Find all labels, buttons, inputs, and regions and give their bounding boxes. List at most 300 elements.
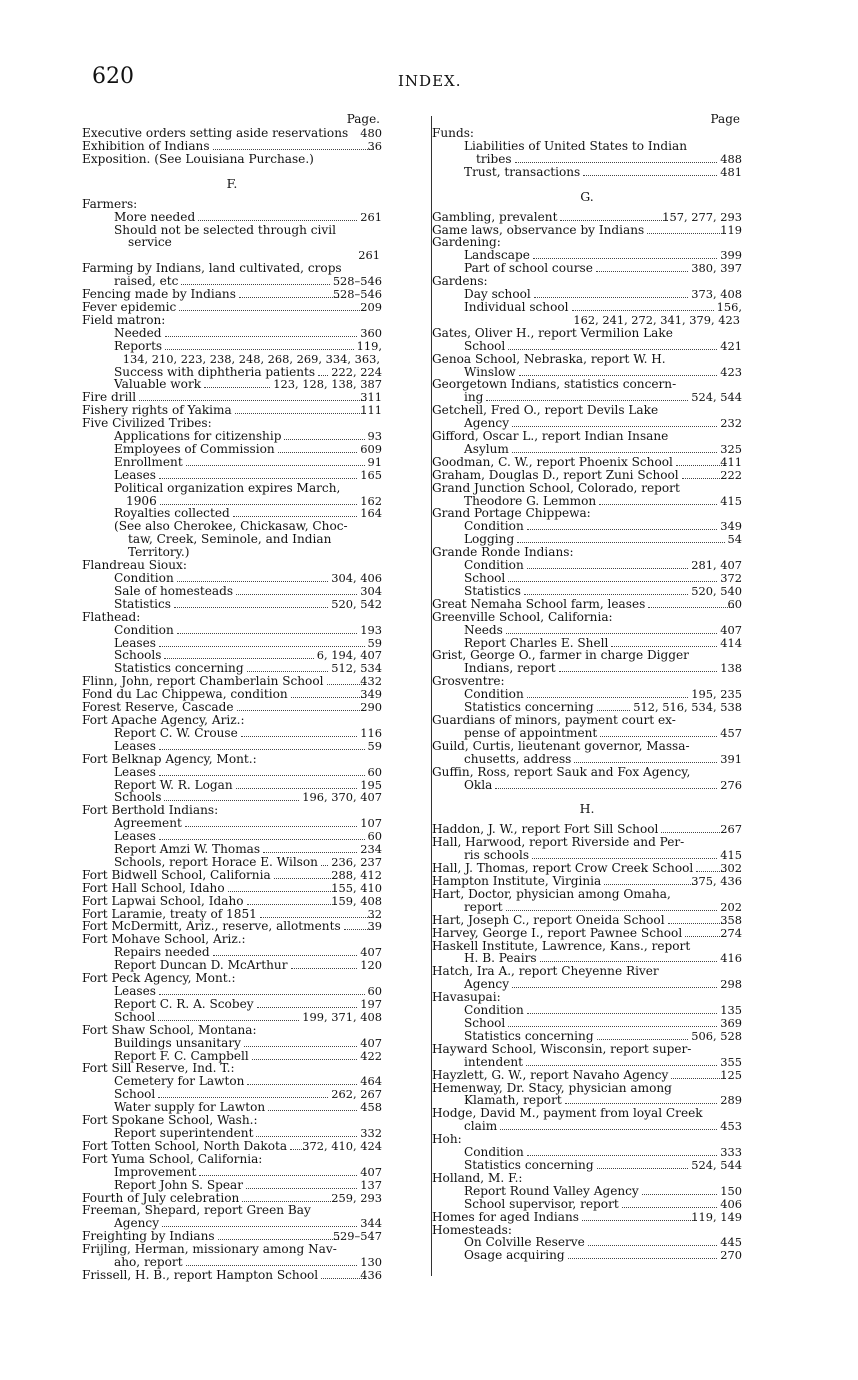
index-entry-text: Getchell, Fred O., report Devils Lake <box>432 403 659 418</box>
dot-leader <box>159 774 365 776</box>
index-entry <box>432 430 742 443</box>
dot-leader <box>248 723 379 724</box>
index-entry-page: 445 <box>720 1235 742 1250</box>
dot-leader <box>495 787 717 789</box>
index-entry-page: 360 <box>360 325 382 340</box>
dot-leader <box>597 709 631 711</box>
index-entry-text: Five Civilized Tribes: <box>82 416 212 431</box>
index-entry <box>82 211 382 224</box>
index-entry-text: Individual school <box>464 299 569 314</box>
index-entry-text: Should not be selected through civil <box>114 222 336 237</box>
dot-leader <box>160 503 357 505</box>
dot-leader <box>252 1058 357 1060</box>
index-entry-page: 54 <box>727 532 742 547</box>
dot-leader <box>676 336 739 337</box>
index-entry <box>432 1172 742 1185</box>
index-entry-page: 358 <box>720 912 742 927</box>
dot-leader <box>661 413 739 414</box>
dot-leader <box>527 567 689 569</box>
dot-leader <box>174 606 328 608</box>
dot-leader <box>534 296 688 298</box>
index-entry <box>82 469 382 482</box>
index-entry-text: School <box>464 338 506 353</box>
index-entry <box>82 572 382 585</box>
dot-leader <box>616 620 739 621</box>
dot-leader <box>159 838 365 840</box>
dot-leader <box>491 284 739 285</box>
index-entry-text: School <box>114 1009 156 1024</box>
index-entry-text: Winslow <box>464 364 516 379</box>
dot-leader <box>164 799 299 801</box>
index-entry <box>432 140 742 153</box>
dot-leader <box>515 1233 739 1234</box>
index-entry-text: School <box>464 1016 506 1030</box>
index-entry-page: 344 <box>360 1216 382 1231</box>
dot-leader <box>692 658 739 659</box>
index-entry-continuation: taw, Creek, Seminole, and Indian <box>128 532 332 547</box>
index-entry-text: Flandreau Sioux: <box>82 558 187 573</box>
index-entry-page: 520, 542 <box>331 596 382 611</box>
index-entry-text: Hemenway, Dr. Stacy, physician among <box>432 1080 672 1095</box>
dot-leader <box>278 451 358 453</box>
dot-leader <box>318 374 328 376</box>
index-entry <box>82 895 382 908</box>
index-entry-page: 528–546 <box>332 287 382 302</box>
index-entry-page: 373, 408 <box>691 287 742 302</box>
index-entry-page: 123, 128, 138, 387 <box>273 377 382 392</box>
index-entry-text: Enrollment <box>114 454 183 469</box>
index-entry-text: Fort Bidwell School, California <box>82 867 271 882</box>
index-entry-page: 60 <box>727 596 742 611</box>
index-entry <box>432 598 742 611</box>
index-entry-text: Water supply for Lawton <box>114 1100 266 1115</box>
index-entry-text: Fort Mohave School, Ariz.: <box>82 932 246 947</box>
dot-leader <box>190 568 379 569</box>
index-entry <box>432 327 742 340</box>
index-entry-page: 480 <box>360 126 382 140</box>
index-entry-text: Genoa School, Nebraska, report W. H. <box>432 351 666 366</box>
index-entry-text: Landscape <box>464 248 530 263</box>
index-entry-text: Fond du Lac Chippewa, condition <box>82 687 288 702</box>
index-entry-page: 458 <box>360 1100 382 1115</box>
index-entry-text: Hodge, David M., payment from loyal Creek <box>432 1106 703 1121</box>
index-entry-page: 416 <box>720 951 742 966</box>
index-entry <box>82 198 382 211</box>
dot-leader <box>314 1213 379 1214</box>
dot-leader <box>597 1167 689 1169</box>
index-entry-text: Schools <box>114 790 162 805</box>
index-entry-text: More needed <box>114 209 196 224</box>
index-entry-page: 349 <box>360 687 382 702</box>
dot-leader <box>263 851 357 853</box>
dot-leader <box>215 426 379 427</box>
index-entry <box>82 153 382 166</box>
index-entry-page: 107 <box>360 816 382 831</box>
dot-leader <box>642 1193 717 1195</box>
dot-leader <box>228 890 338 892</box>
index-entry-text: Holland, M. F.: <box>432 1170 523 1185</box>
index-entry-page: 411 <box>720 454 742 469</box>
index-entry-page: 199, 371, 408 <box>302 1009 382 1024</box>
index-entry <box>432 1249 742 1262</box>
index-entry-page: 59 <box>367 738 382 753</box>
index-entry <box>82 624 382 637</box>
index-entry <box>82 1037 382 1050</box>
index-entry-page: 164 <box>360 506 382 521</box>
dot-leader <box>526 1181 740 1182</box>
index-entry <box>432 727 742 740</box>
dot-leader <box>181 283 329 285</box>
dot-leader <box>647 232 726 234</box>
dot-leader <box>596 270 688 272</box>
index-entry <box>82 714 382 727</box>
index-entry-page: 195 <box>360 777 382 792</box>
index-entry <box>432 211 742 224</box>
index-entry-page: 302 <box>720 861 742 876</box>
index-entry-page: 609 <box>360 441 382 456</box>
dot-leader <box>213 148 374 150</box>
index-column-right <box>432 112 742 1262</box>
index-entry <box>432 611 742 624</box>
index-entry-text: Schools <box>114 648 162 663</box>
index-entry-page: 156, <box>716 299 742 314</box>
dot-leader <box>486 399 688 401</box>
index-entry-page: 333 <box>720 1145 742 1160</box>
index-entry-text: Homes for aged Indians <box>432 1209 579 1224</box>
index-entry-page: 422 <box>360 1048 382 1063</box>
index-entry-text: School <box>114 1087 156 1102</box>
dot-leader <box>676 464 726 466</box>
dot-leader <box>690 149 739 150</box>
index-entry-page: 524, 544 <box>691 1157 742 1172</box>
index-entry-page: 436 <box>360 1267 382 1282</box>
index-entry-page: 369 <box>720 1016 742 1030</box>
index-entry-page: 432 <box>360 674 382 689</box>
dot-leader <box>274 877 338 879</box>
dot-leader <box>291 967 358 969</box>
dot-leader <box>527 528 718 530</box>
index-entry-page: 288, 412 <box>331 867 382 882</box>
index-entry <box>432 740 742 753</box>
dot-leader <box>162 1225 357 1227</box>
dot-leader <box>599 503 717 505</box>
index-entry <box>432 901 742 914</box>
index-entry-page: 162 <box>360 493 382 508</box>
index-entry-text: Condition <box>464 1145 524 1160</box>
index-entry-page: 262, 267 <box>331 1087 382 1102</box>
index-entry-text: Leases <box>114 635 156 650</box>
index-entry-text: Klamath, report <box>464 1093 562 1108</box>
index-entry-page: 222, 224 <box>331 364 382 379</box>
index-entry-page: 311 <box>360 390 382 405</box>
index-entry-text: Fort Sill Reserve, Ind. T.: <box>82 1061 235 1076</box>
index-entry-text: Leases <box>114 738 156 753</box>
dot-leader <box>291 696 367 698</box>
index-entry-page: 406 <box>720 1196 742 1211</box>
dot-leader <box>177 580 329 582</box>
index-entry-text: Frissell, H. B., report Hampton School <box>82 1267 319 1282</box>
index-entry-page: 281, 407 <box>691 558 742 573</box>
index-entry-page: 380, 397 <box>691 261 742 276</box>
index-entry-text: H. B. Peairs <box>464 951 537 966</box>
index-entry <box>82 127 382 140</box>
index-entry-text: Grist, George O., farmer in charge Digger <box>432 648 689 663</box>
index-entry-page: 165 <box>360 467 382 482</box>
index-entry-text: Harvey, George I., report Pawnee School <box>432 925 683 940</box>
index-entry-page: 222 <box>720 467 742 482</box>
dot-leader <box>159 477 357 479</box>
index-entry-text: Okla <box>464 777 493 792</box>
dot-leader <box>583 174 717 176</box>
index-entry-page: 116 <box>360 725 382 740</box>
section-letter: H. <box>579 801 595 817</box>
index-entry <box>432 469 742 482</box>
index-entry-text: Fort McDermitt, Ariz., reserve, allotments <box>82 919 341 934</box>
index-entry-text: Asylum <box>464 441 509 456</box>
index-entry-page: 355 <box>720 1054 742 1069</box>
index-entry-text: Fencing made by Indians <box>82 287 236 302</box>
index-entry-page: 529–547 <box>332 1229 382 1244</box>
index-entry-text: Haskell Institute, Lawrence, Kans., report <box>432 938 691 953</box>
index-entry-page: 137 <box>360 1177 382 1192</box>
dot-leader <box>256 1135 357 1137</box>
index-entry-text: Applications for citizenship <box>114 429 282 444</box>
dot-leader <box>669 362 739 363</box>
index-entry-page: 407 <box>720 622 742 637</box>
dot-leader <box>679 723 739 724</box>
index-entry <box>432 624 742 637</box>
dot-leader <box>693 949 739 950</box>
index-entry-text: Day school <box>464 287 531 302</box>
index-page-refs: 162, 241, 272, 341, 379, 423 <box>573 312 740 327</box>
dot-leader <box>317 162 379 163</box>
index-entry-page: 261 <box>360 209 382 224</box>
dot-leader <box>674 897 739 898</box>
index-entry-text: Report Round Valley Agency <box>464 1183 639 1198</box>
index-entry-text: Report C. W. Crouse <box>114 725 238 740</box>
dot-leader <box>597 1038 689 1040</box>
dot-leader <box>177 632 358 634</box>
index-entry-text: Agency <box>114 1216 160 1231</box>
dot-leader <box>246 1187 357 1189</box>
dot-leader <box>321 864 328 866</box>
index-entry-continuation: Territory.) <box>128 545 190 560</box>
index-entry-text: Fort Spokane School, Wash.: <box>82 1113 258 1128</box>
index-entry-page: 520, 540 <box>691 583 742 598</box>
index-entry-text: Reports <box>114 338 163 353</box>
index-entry-page: 59 <box>367 635 382 650</box>
index-entry-text: Hall, J. Thomas, report Crow Creek School <box>432 861 694 876</box>
index-entry-text: Gardening: <box>432 235 501 250</box>
index-entry-page: 332 <box>360 1125 382 1140</box>
index-entry-text: Farming by Indians, land cultivated, crops <box>82 261 342 276</box>
index-entry <box>432 166 742 179</box>
page-column-label: Page <box>710 112 740 126</box>
index-entry-page: 60 <box>367 829 382 844</box>
index-entry-text: Logging <box>464 532 515 547</box>
index-entry <box>82 882 382 895</box>
index-entry <box>82 140 382 153</box>
index-entry-text: Indians, report <box>464 661 556 676</box>
index-entry <box>82 598 382 611</box>
dot-leader <box>213 954 358 956</box>
index-entry-page: 274 <box>720 925 742 940</box>
dot-leader <box>261 1123 379 1124</box>
dot-leader <box>508 348 717 350</box>
index-entry-page: 130 <box>360 1255 382 1270</box>
index-entry-page: 232 <box>720 416 742 431</box>
dot-leader <box>515 161 718 163</box>
dot-leader <box>247 903 338 905</box>
index-entry <box>432 875 742 888</box>
dot-leader <box>679 387 739 388</box>
index-entry <box>432 927 742 940</box>
index-entry-page: 119 <box>720 222 742 237</box>
index-entry-text: Hall, Harwood, report Riverside and Per- <box>432 835 685 850</box>
index-entry-text: Grand Portage Chippewa: <box>432 506 591 521</box>
index-entry <box>82 1140 382 1153</box>
index-entry-continuation: service <box>128 235 172 250</box>
index-entry-text: Flathead: <box>82 609 141 624</box>
index-entry-page: 236, 237 <box>331 854 382 869</box>
index-entry-text: Osage acquiring <box>464 1248 565 1263</box>
index-entry-page: 120 <box>360 958 382 973</box>
index-entry-text: Political organization expires March, <box>114 480 341 495</box>
index-entry-text: Repairs needed <box>114 945 210 960</box>
dot-leader <box>600 735 717 737</box>
index-entry-text: Fort Belknap Agency, Mont.: <box>82 751 257 766</box>
index-entry <box>432 1069 742 1082</box>
dot-leader <box>675 1091 739 1092</box>
index-entry-text: report <box>464 899 503 914</box>
dot-leader <box>268 1109 357 1111</box>
index-entry-text: Trust, transactions <box>464 164 581 179</box>
index-entry <box>82 314 382 327</box>
index-entry <box>82 1153 382 1166</box>
index-entry-text: claim <box>464 1119 498 1134</box>
dot-leader <box>239 296 339 298</box>
index-entry <box>432 1043 742 1056</box>
index-entry <box>432 301 742 314</box>
index-entry-text: Fort Laramie, treaty of 1851 <box>82 906 257 921</box>
index-entry <box>82 1269 382 1282</box>
dot-leader <box>236 593 357 595</box>
index-entry-page: 259, 293 <box>331 1190 382 1205</box>
index-entry-text: Hart, Doctor, physician among Omaha, <box>432 886 671 901</box>
index-entry-page: 197 <box>360 996 382 1011</box>
index-entry-text: Leases <box>114 984 156 998</box>
dot-leader <box>265 1162 379 1163</box>
index-entry-page: 349 <box>720 519 742 534</box>
dot-leader <box>508 580 717 582</box>
dot-leader <box>508 1025 717 1027</box>
dot-leader <box>158 1096 328 1098</box>
index-entry-page: 512, 516, 534, 538 <box>633 700 742 715</box>
dot-leader <box>582 1219 697 1221</box>
index-entry <box>82 727 382 740</box>
index-entry <box>82 482 382 495</box>
index-entry <box>82 224 382 237</box>
index-entry <box>82 1179 382 1192</box>
index-entry <box>432 1185 742 1198</box>
index-entry-page: 193 <box>360 622 382 637</box>
index-entry <box>82 998 382 1011</box>
index-entry <box>432 1017 742 1030</box>
index-entry-page: 464 <box>360 1074 382 1089</box>
index-entry-text: Condition <box>464 687 524 702</box>
dot-leader <box>247 1083 357 1085</box>
index-entry-text: Fever epidemic <box>82 299 177 314</box>
dot-leader <box>159 993 365 995</box>
index-entry-page: 196, 370, 407 <box>302 790 382 805</box>
dot-leader <box>506 909 718 911</box>
index-entry-text: Statistics concerning <box>114 661 244 676</box>
index-entry <box>82 1011 382 1024</box>
index-entry-text: intendent <box>464 1054 524 1069</box>
dot-leader <box>257 1006 358 1008</box>
index-entry-text: Condition <box>464 1003 524 1018</box>
dot-leader <box>143 620 379 621</box>
index-entry <box>82 301 382 314</box>
index-entry-text: Condition <box>464 558 524 573</box>
index-entry-page: 423 <box>720 364 742 379</box>
index-entry-page: 372 <box>720 571 742 585</box>
index-entry <box>82 869 382 882</box>
index-entry-text: Theodore G. Lemmon <box>464 493 597 508</box>
index-entry <box>82 340 382 353</box>
index-entry-page: 407 <box>360 1164 382 1179</box>
index-column-left <box>82 112 382 1282</box>
dot-leader <box>158 1019 299 1021</box>
dot-leader <box>687 845 739 846</box>
index-entry <box>82 766 382 779</box>
index-entry-text: Needed <box>114 325 162 340</box>
index-entry-page: 506, 528 <box>691 1028 742 1043</box>
index-entry <box>82 985 382 998</box>
dot-leader <box>465 1142 739 1143</box>
dot-leader <box>244 1045 357 1047</box>
dot-leader <box>668 922 727 924</box>
dot-leader <box>662 974 739 975</box>
index-entry-text: Report F. C. Campbell <box>114 1048 249 1063</box>
index-entry-text: Royalties collected <box>114 506 230 521</box>
index-entry-page: 457 <box>720 725 742 740</box>
index-entry <box>82 1127 382 1140</box>
index-entry <box>82 443 382 456</box>
dot-leader <box>235 412 367 414</box>
dot-leader <box>524 593 688 595</box>
index-entry <box>82 856 382 869</box>
dot-leader <box>671 439 739 440</box>
index-entry-page: 414 <box>720 635 742 650</box>
index-entry-text: Guardians of minors, payment court ex- <box>432 712 676 727</box>
index-entry-text: Statistics concerning <box>464 1028 594 1043</box>
index-entry-text: Funds: <box>432 126 474 140</box>
index-entry-text: ing <box>464 390 484 405</box>
dot-leader <box>527 1012 718 1014</box>
dot-leader <box>238 1071 379 1072</box>
dot-leader <box>671 1077 726 1079</box>
index-entry-text: Condition <box>114 622 174 637</box>
dot-leader <box>611 645 717 647</box>
index-entry-text: Condition <box>114 571 174 585</box>
index-entry-page: 399 <box>720 248 742 263</box>
index-entry-text: Gardens: <box>432 274 488 289</box>
index-entry-page: 407 <box>360 945 382 960</box>
dot-leader <box>526 1064 717 1066</box>
dot-leader <box>694 1052 739 1053</box>
index-entry-text: chusetts, address <box>464 751 572 766</box>
